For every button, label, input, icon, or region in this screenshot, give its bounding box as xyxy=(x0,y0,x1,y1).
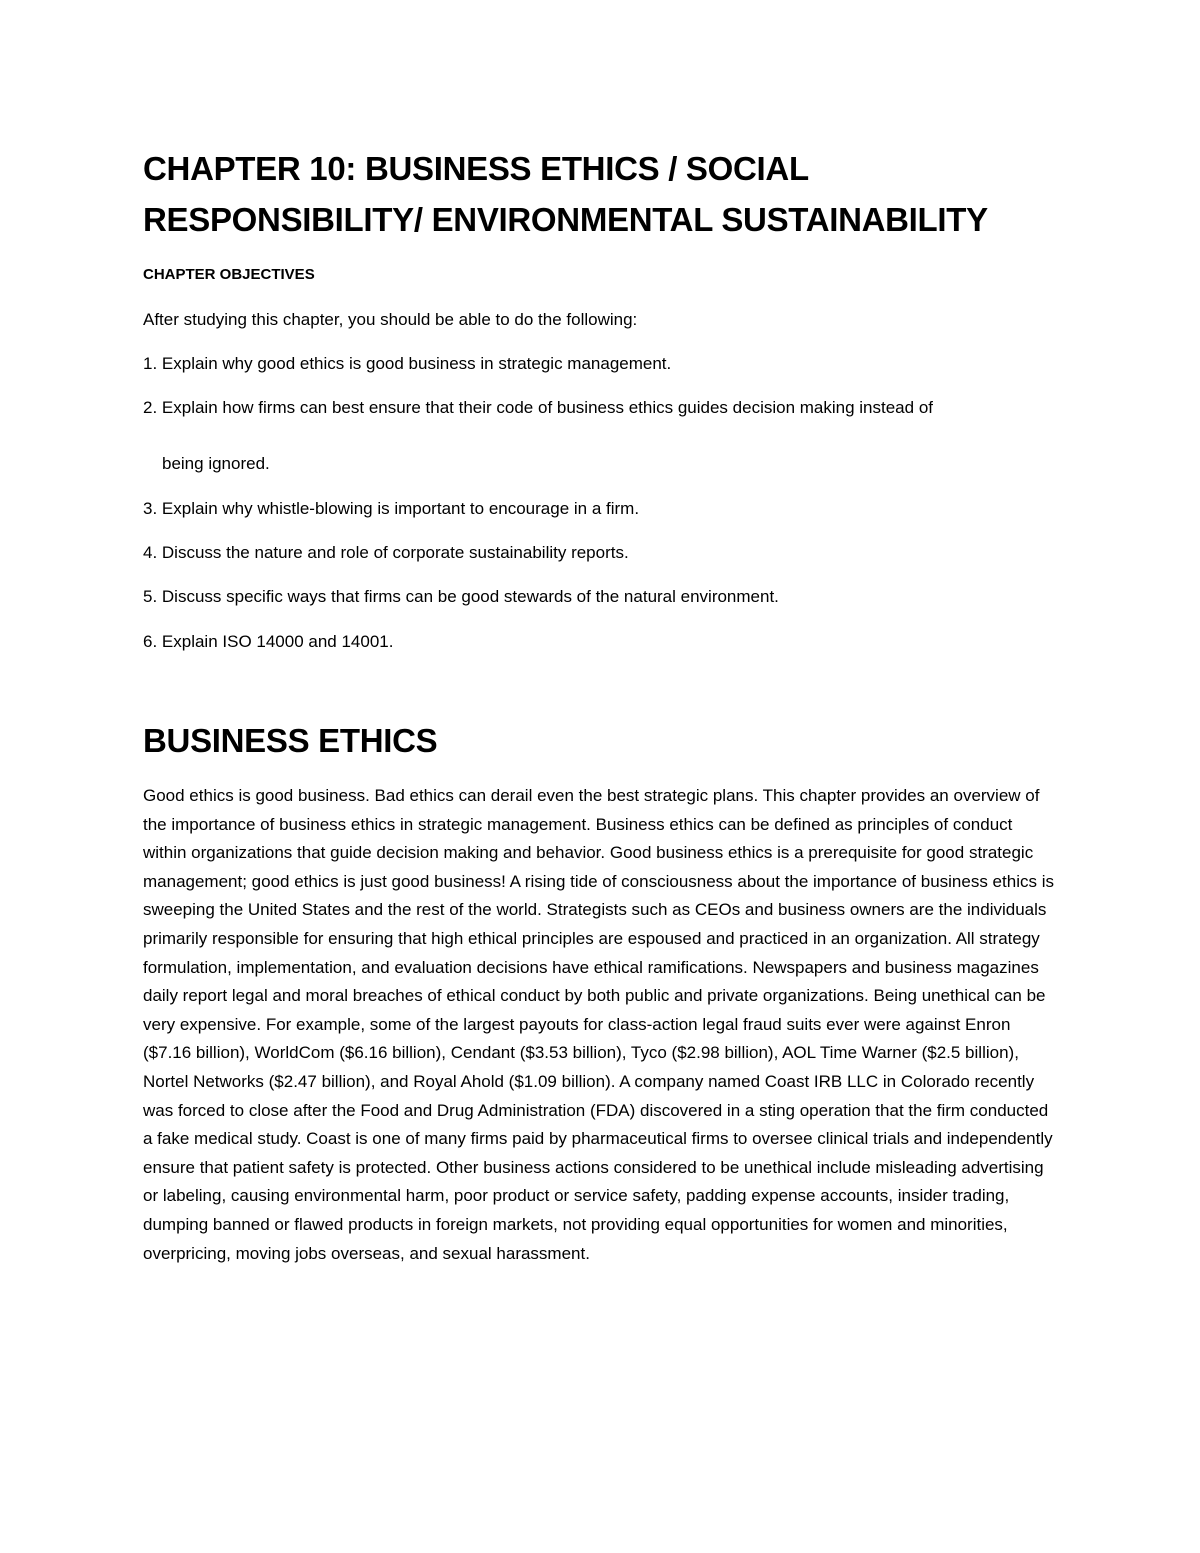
objective-4: 4. Discuss the nature and role of corporate sustainability reports. xyxy=(143,543,629,562)
objective-5: 5. Discuss specific ways that firms can be good stewards of the natural environment. xyxy=(143,587,779,606)
objectives-heading: CHAPTER OBJECTIVES xyxy=(143,266,315,283)
chapter-title: CHAPTER 10: BUSINESS ETHICS / SOCIAL RESPONSIBILITY/ ENVIRONMENTAL SUSTAINABILITY xyxy=(143,150,988,238)
objectives-intro: After studying this chapter, you should be able to do the following: xyxy=(143,310,638,329)
objective-1: 1. Explain why good ethics is good business in strategic management. xyxy=(143,354,672,373)
objective-2-continued: being ignored. xyxy=(162,454,270,473)
objective-6: 6. Explain ISO 14000 and 14001. xyxy=(143,632,394,651)
body-paragraph: Good ethics is good business. Bad ethics can derail even the best strategic plans. This chapter provides an overview of the importance of business ethics in strategic management. Business ethics can be defined as principles of conduct within organizations that guide decision making and behavior. Good business ethics is a prerequisite for good strategic management; good ethics is just good business! A rising tide of consciousness about the importance of business ethics is sweeping the United States and the rest of the world. Strategists such as CEOs and business owners are the individuals primarily responsible for ensuring that high ethical principles are espoused and practiced in an organization. All strategy formulation, implementation, and evaluation decisions have ethical ramifications. Newspapers and business magazines daily report legal and moral breaches of ethical conduct by both public and private organizations. Being unethical can be very expensive. For example, some of the largest payouts for class-action legal fraud suits ever were against Enron ($7.16 billion), WorldCom ($6.16 billion), Cendant ($3.53 billion), Tyco ($2.98 billion), AOL Time Warner ($2.5 billion), Nortel Networks ($2.47 billion), and Royal Ahold ($1.09 billion). A company named Coast IRB LLC in Colorado recently was forced to close after the Food and Drug Administration (FDA) discovered in a sting operation that the firm conducted a fake medical study. Coast is one of many firms paid by pharmaceutical firms to oversee clinical trials and independently ensure that patient safety is protected. Other business actions considered to be unethical include misleading advertising or labeling, causing environmental harm, poor product or service safety, padding expense accounts, insider trading, dumping banned or flawed products in foreign markets, not providing equal opportunities for women and minorities, overpricing, moving jobs overseas, and sexual harassment. xyxy=(143,786,1054,1263)
section-heading: BUSINESS ETHICS xyxy=(143,722,438,759)
objective-2: 2. Explain how firms can best ensure that their code of business ethics guides decision making instead of xyxy=(143,398,933,417)
objective-3: 3. Explain why whistle-blowing is important to encourage in a firm. xyxy=(143,499,640,518)
